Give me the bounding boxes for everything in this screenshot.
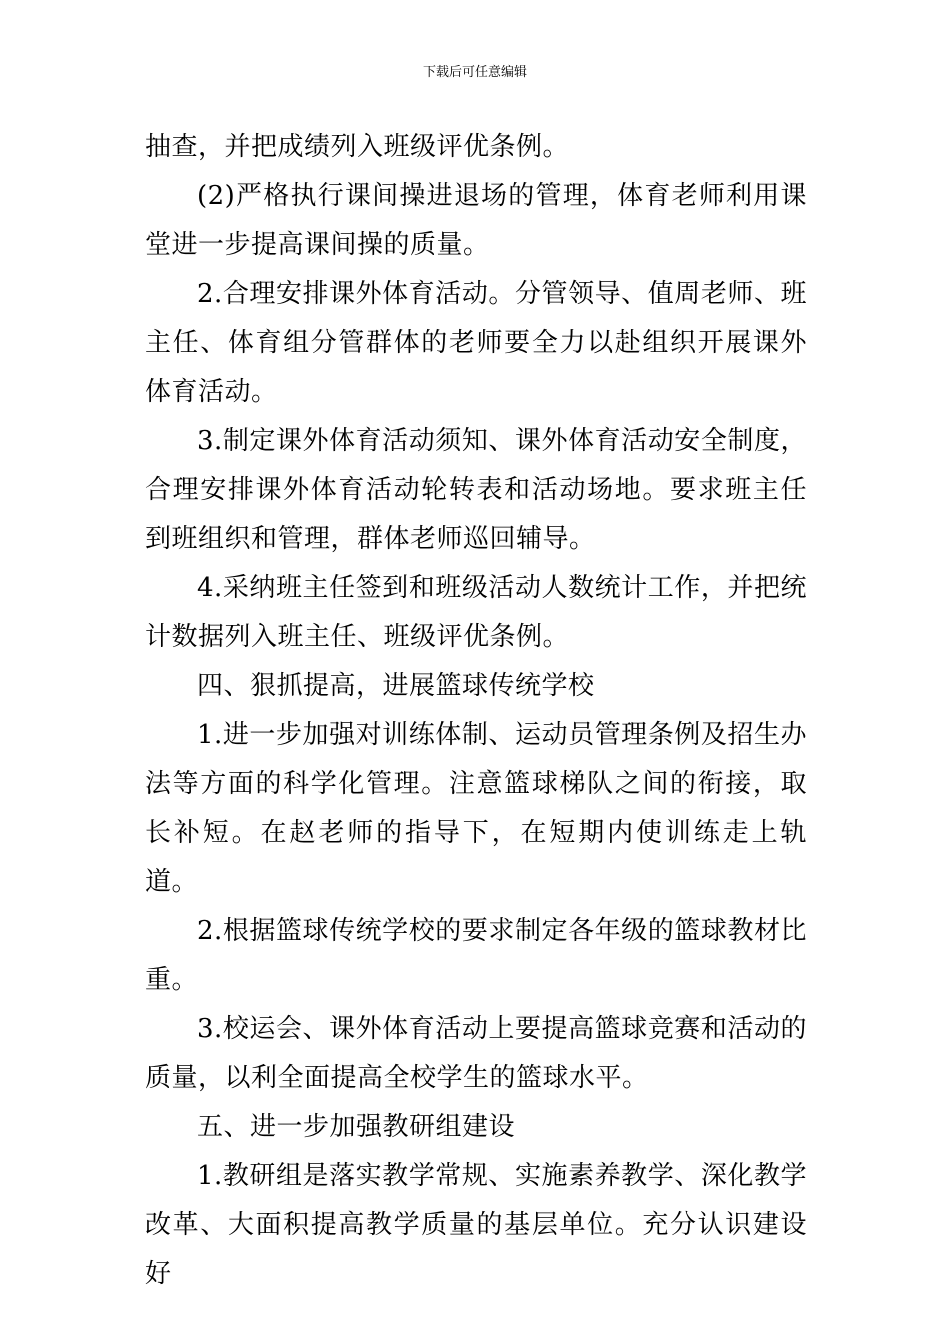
paragraph-item-4: 4.采纳班主任签到和班级活动人数统计工作，并把统计数据列入班主任、班级评优条例。 [145,573,807,652]
page-header: 下载后可任意编辑 [422,65,527,80]
paragraph-basketball-2: 2.根据篮球传统学校的要求制定各年级的篮球教材比重。 [145,916,807,995]
paragraph-continuation: 抽查，并把成绩列入班级评优条例。 [145,132,570,162]
section-heading-4: 四、狠抓提高，进展篮球传统学校 [197,671,595,701]
document-body [145,123,807,1299]
section-heading-5: 五、进一步加强教研组建设 [197,1112,516,1142]
paragraph-basketball-3: 3.校运会、课外体育活动上要提高篮球竞赛和活动的质量，以利全面提高全校学生的篮球水平。 [145,1014,807,1093]
paragraph-item-3: 3.制定课外体育活动须知、课外体育活动安全制度，合理安排课外体育活动轮转表和活动场地。要求班主任到班组织和管理，群体老师巡回辅导。 [145,426,807,554]
paragraph-basketball-1: 1.进一步加强对训练体制、运动员管理条例及招生办法等方面的科学化管理。注意篮球梯队之间的衔接，取长补短。在赵老师的指导下，在短期内使训练走上轨道。 [145,720,807,897]
paragraph-research-1: 1.教研组是落实教学常规、实施素养教学、深化教学改革、大面积提高教学质量的基层单位。充分认识建设好 [145,1161,807,1289]
paragraph-item-2-sub: (2)严格执行课间操进退场的管理，体育老师利用课堂进一步提高课间操的质量。 [145,181,807,260]
paragraph-item-2: 2.合理安排课外体育活动。分管领导、值周老师、班主任、体育组分管群体的老师要全力以赴组织开展课外体育活动。 [145,279,807,407]
